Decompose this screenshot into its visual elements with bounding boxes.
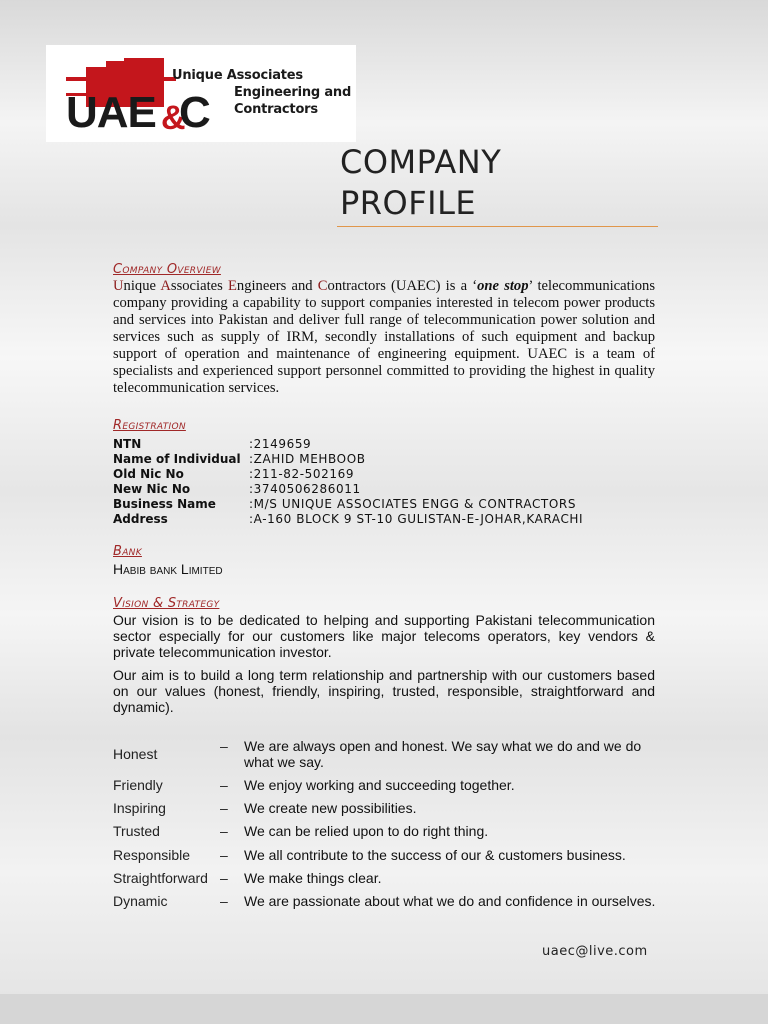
registration-row: [113, 465, 583, 480]
value-description: We make things clear.: [244, 870, 382, 886]
vision-paragraph: Our vision is to be dedicated to helping and supporting Pakistani telecommunication sector especially for our customers like major telecoms operators, key vendors & private telecommunication investor.: [113, 612, 655, 660]
registration-row: [113, 495, 583, 510]
logo-line-2: Engineering and: [234, 85, 352, 100]
registration-value: :M/S UNIQUE ASSOCIATES ENGG & CONTRACTORS: [249, 497, 577, 511]
page-title: [340, 142, 501, 224]
title-line-1: COMPANY: [340, 143, 502, 181]
overview-word-4: ontractors (UAEC) is a ‘: [327, 278, 478, 294]
registration-row: [113, 450, 583, 465]
value-name: Straightforward: [113, 870, 208, 886]
logo-company-name: [172, 67, 351, 118]
registration-label: Old Nic No: [113, 467, 184, 481]
value-description: We can be relied upon to do right thing.: [244, 823, 489, 839]
registration-table: [113, 435, 583, 525]
aim-paragraph: Our aim is to build a long term relationship and partnership with our customers based on our values (honest, friendly, inspiring, trusted, responsible, straightforward and dynamic).: [113, 667, 655, 715]
registration-value: :211-82-502169: [249, 467, 355, 481]
company-overview-text: [113, 278, 655, 397]
page-bottom-strip: [0, 994, 768, 1024]
value-dash: –: [220, 893, 228, 909]
overview-cap-e: E: [227, 278, 237, 294]
registration-label: New Nic No: [113, 482, 191, 496]
registration-value: :ZAHID MEHBOOB: [249, 452, 366, 466]
registration-label: NTN: [113, 437, 142, 451]
registration-value: :2149659: [249, 437, 312, 451]
svg-text:&: &: [161, 99, 186, 137]
value-name: Inspiring: [113, 800, 166, 816]
value-description: We are always open and honest. We say what we do and we do what we say.: [244, 738, 642, 770]
value-description: We all contribute to the success of our & customers business.: [244, 847, 626, 863]
overview-cap-a: A: [160, 278, 171, 294]
company-logo: [46, 45, 356, 142]
overview-body: ’ telecommunications company providing a capability to support companies interested in telecom power products and services into Pakistan and deliver full range of telecommunication power solution and services such as supply of IRM, secondly installations of such equipment and backup support of operation and maintenance of engineering equipment. UAEC is a team of specialists and experienced support personnel committed to providing the highest in quality telecommunication services.: [113, 278, 656, 396]
value-name: Trusted: [113, 823, 160, 839]
title-divider: [337, 226, 658, 227]
value-dash: –: [220, 777, 228, 793]
value-name: Honest: [113, 746, 158, 762]
overview-word-3: ngineers and: [236, 278, 318, 294]
logo-line-3: Contractors: [234, 102, 318, 117]
vision-strategy-heading: Vision & Strategy: [113, 596, 220, 611]
registration-label: Name of Individual: [113, 452, 241, 466]
registration-value: :A-160 BLOCK 9 ST-10 GULISTAN-E-JOHAR,KARACHI: [249, 512, 584, 526]
svg-text:UAE: UAE: [66, 88, 156, 137]
svg-text:C: C: [179, 88, 211, 137]
value-dash: –: [220, 800, 228, 816]
value-name: Dynamic: [113, 893, 168, 909]
registration-label: Business Name: [113, 497, 216, 511]
bank-heading: Bank: [113, 544, 142, 559]
overview-emphasis: one stop: [477, 278, 529, 294]
value-description: We create new possibilities.: [244, 800, 417, 816]
value-description: We are passionate about what we do and confidence in ourselves.: [244, 893, 656, 909]
value-dash: –: [220, 847, 228, 863]
registration-heading: Registration: [113, 418, 186, 433]
contact-email: uaec@live.com: [542, 944, 648, 959]
overview-word-1: nique: [123, 278, 161, 294]
overview-cap-c: C: [317, 278, 328, 294]
value-description: We enjoy working and succeeding together.: [244, 777, 515, 793]
overview-cap-u: U: [113, 278, 124, 294]
value-name: Responsible: [113, 847, 191, 863]
registration-row: [113, 480, 583, 495]
value-dash: –: [220, 738, 228, 754]
registration-row: [113, 510, 583, 525]
value-dash: –: [220, 823, 228, 839]
logo-line-1: Unique Associates: [172, 68, 303, 83]
registration-value: :3740506286011: [249, 482, 361, 496]
value-dash: –: [220, 870, 228, 886]
company-overview-heading: Company Overview: [113, 262, 221, 277]
title-line-2: PROFILE: [340, 184, 477, 222]
overview-word-2: ssociates: [170, 278, 228, 294]
bank-name: Habib bank Limited: [113, 561, 223, 577]
registration-row: [113, 435, 583, 450]
value-name: Friendly: [113, 777, 163, 793]
registration-label: Address: [113, 512, 168, 526]
